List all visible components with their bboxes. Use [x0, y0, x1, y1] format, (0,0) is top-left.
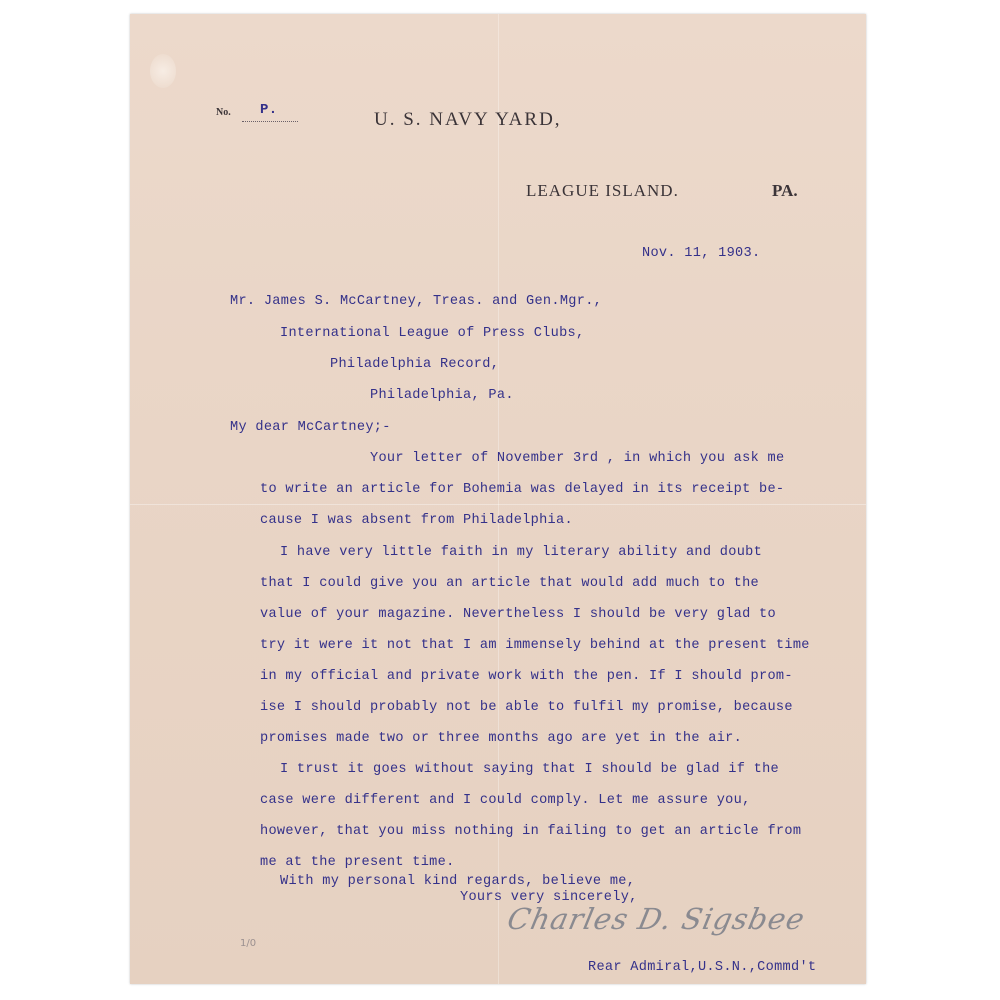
address-line: Mr. James S. McCartney, Treas. and Gen.Mgr.,: [230, 294, 603, 309]
letter-date: Nov. 11, 1903.: [642, 246, 761, 261]
letter-sheet: [130, 14, 866, 984]
body-line: I have very little faith in my literary ability and doubt: [280, 545, 763, 560]
body-line: try it were it not that I am immensely behind at the present time: [260, 638, 810, 653]
body-line: case were different and I could comply. Let me assure you,: [260, 793, 751, 808]
number-label: No.: [216, 107, 231, 118]
body-line: however, that you miss nothing in failing to get an article from: [260, 824, 802, 839]
paper-stain: [150, 54, 176, 88]
body-line: value of your magazine. Nevertheless I should be very glad to: [260, 607, 776, 622]
body-line: me at the present time.: [260, 855, 455, 870]
number-line: [242, 121, 298, 122]
salutation: My dear McCartney;-: [230, 420, 391, 435]
address-line: Philadelphia, Pa.: [370, 388, 514, 403]
address-line: Philadelphia Record,: [330, 357, 500, 372]
closing-line: With my personal kind regards, believe me,: [280, 874, 636, 889]
letterhead-state: PA.: [772, 181, 798, 200]
letterhead-title: U. S. NAVY YARD,: [374, 109, 562, 130]
body-line: to write an article for Bohemia was delayed in its receipt be-: [260, 482, 785, 497]
body-line: ise I should probably not be able to fulfil my promise, because: [260, 700, 793, 715]
body-line: cause I was absent from Philadelphia.: [260, 513, 573, 528]
body-line: Your letter of November 3rd , in which you ask me: [370, 451, 785, 466]
letterhead-place: LEAGUE ISLAND.: [526, 181, 679, 200]
handwritten-signature: Charles D. Sigsbee: [504, 902, 809, 936]
signature-title: Rear Admiral,U.S.N.,Commd't: [588, 960, 817, 975]
body-line: in my official and private work with the pen. If I should prom-: [260, 669, 793, 684]
number-value: P.: [260, 102, 278, 118]
body-line: I trust it goes without saying that I should be glad if the: [280, 762, 779, 777]
body-line: that I could give you an article that would add much to the: [260, 576, 759, 591]
body-line: promises made two or three months ago are yet in the air.: [260, 731, 743, 746]
pencil-note: 1/0: [240, 938, 257, 949]
complimentary-close: Yours very sincerely,: [460, 890, 638, 905]
address-line: International League of Press Clubs,: [280, 326, 585, 341]
